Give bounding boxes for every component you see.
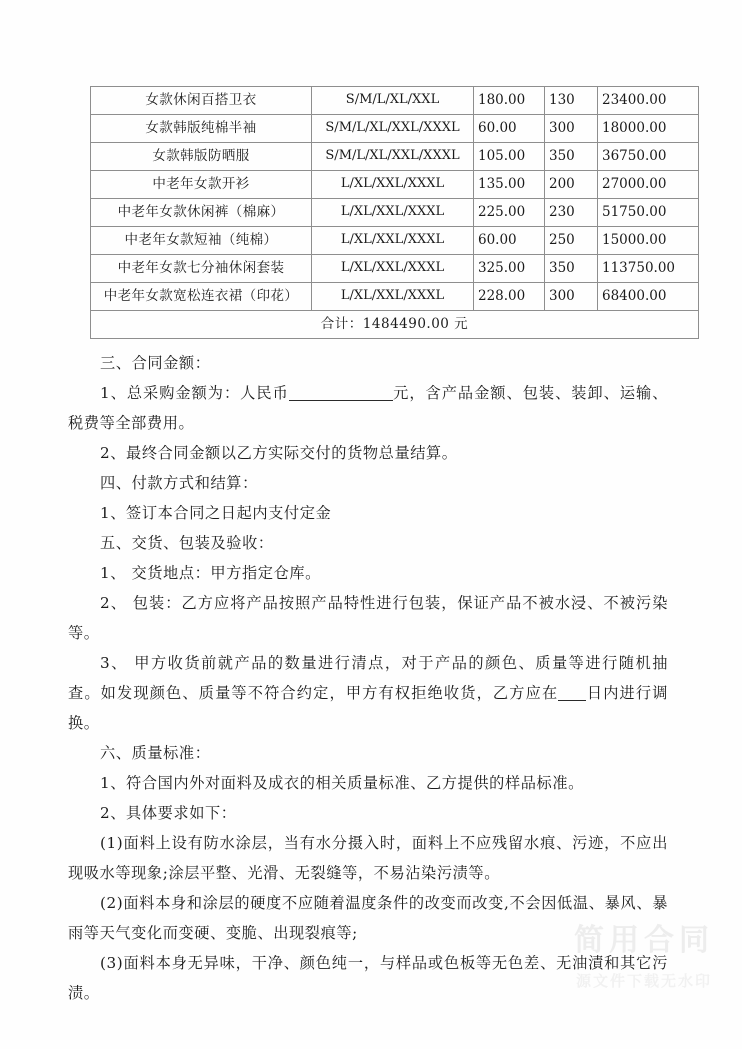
- section-5-item-2: 2、 包装：乙方应将产品按照产品特性进行包装，保证产品不被水浸、不被污染等。: [68, 594, 668, 642]
- table-row: [91, 143, 699, 171]
- cell-unit-price: 228.00: [474, 283, 545, 311]
- section-6-item-2: 2、具体要求如下：: [100, 804, 237, 822]
- cell-amount: 113750.00: [598, 255, 699, 283]
- cell-unit-price: 180.00: [474, 87, 545, 115]
- cell-quantity: 230: [545, 199, 598, 227]
- section-3-item-2: 2、最终合同金额以乙方实际交付的货物总量结算。: [100, 444, 458, 462]
- section-6-item-1: 1、符合国内外对面料及成衣的相关质量标准、乙方提供的样品标准。: [100, 774, 584, 792]
- section-3-heading: 三、合同金额：: [100, 354, 211, 372]
- table-row: [91, 171, 699, 199]
- table-row: [91, 227, 699, 255]
- section-5-item-3-before: 3、 甲方收货前就产品的数量进行清点，对于产品的颜色、质量等进行随机抽查。如发现颜色、质量等不符合约定，甲方有权拒绝收货，乙方应在: [68, 654, 668, 702]
- cell-product-name: 中老年女款七分袖休闲套装: [91, 255, 312, 283]
- cell-product-name: 中老年女款短袖（纯棉）: [91, 227, 312, 255]
- cell-quantity: 350: [545, 143, 598, 171]
- watermark-sub-text: 源文件下载无水印: [575, 972, 712, 990]
- section-5-heading: 五、交货、包装及验收：: [100, 534, 274, 552]
- cell-product-name: 中老年女款开衫: [91, 171, 312, 199]
- cell-amount: 27000.00: [598, 171, 699, 199]
- goods-table: [90, 86, 699, 339]
- cell-unit-price: 105.00: [474, 143, 545, 171]
- section-3-item-1-before: 1、总采购金额为：人民币: [100, 384, 289, 402]
- cell-product-name: 女款韩版防晒服: [91, 143, 312, 171]
- table-total-row: [91, 311, 699, 339]
- table-row: [91, 87, 699, 115]
- cell-size: L/XL/XXL/XXXL: [312, 255, 474, 283]
- cell-amount: 23400.00: [598, 87, 699, 115]
- cell-size: L/XL/XXL/XXXL: [312, 199, 474, 227]
- cell-amount: 36750.00: [598, 143, 699, 171]
- cell-quantity: 350: [545, 255, 598, 283]
- cell-quantity: 250: [545, 227, 598, 255]
- section-6-heading: 六、质量标准：: [100, 744, 211, 762]
- cell-size: S/M/L/XL/XXL: [312, 87, 474, 115]
- cell-unit-price: 225.00: [474, 199, 545, 227]
- section-5-item-1: 1、 交货地点：甲方指定仓库。: [100, 564, 321, 582]
- goods-table-container: [90, 86, 676, 339]
- cell-product-name: 女款休闲百搭卫衣: [91, 87, 312, 115]
- cell-amount: 51750.00: [598, 199, 699, 227]
- cell-amount: 15000.00: [598, 227, 699, 255]
- cell-size: S/M/L/XL/XXL/XXXL: [312, 143, 474, 171]
- table-row: [91, 283, 699, 311]
- cell-quantity: 130: [545, 87, 598, 115]
- cell-unit-price: 325.00: [474, 255, 545, 283]
- section-3-item-1-after: 元，含产品金额、包装、装卸、运输、税费等全部费用。: [68, 384, 668, 432]
- cell-unit-price: 60.00: [474, 115, 545, 143]
- section-5-item-3-after: 日内进行调换。: [68, 684, 669, 732]
- amount-blank-field[interactable]: [289, 400, 393, 401]
- cell-amount: 68400.00: [598, 283, 699, 311]
- cell-size: S/M/L/XL/XXL/XXXL: [312, 115, 474, 143]
- section-5-item-3: [68, 648, 668, 738]
- goods-table-body: [91, 87, 699, 339]
- cell-quantity: 200: [545, 171, 598, 199]
- contract-body: [68, 348, 668, 1008]
- watermark-main-text: 简用合同: [574, 922, 714, 958]
- cell-product-name: 中老年女款宽松连衣裙（印花）: [91, 283, 312, 311]
- days-blank-field[interactable]: [558, 700, 586, 701]
- cell-unit-price: 135.00: [474, 171, 545, 199]
- section-3-item-1: [68, 378, 668, 438]
- table-row: [91, 255, 699, 283]
- table-row: [91, 115, 699, 143]
- cell-quantity: 300: [545, 283, 598, 311]
- cell-size: L/XL/XXL/XXXL: [312, 283, 474, 311]
- section-6-sub-2: (2)面料本身和涂层的硬度不应随着温度条件的改变而改变,不会因低温、暴风、暴雨等天气变化而变硬、变脆、出现裂痕等;: [68, 894, 668, 942]
- section-4-heading: 四、付款方式和结算：: [100, 474, 258, 492]
- cell-product-name: 中老年女款休闲裤（棉麻）: [91, 199, 312, 227]
- cell-quantity: 300: [545, 115, 598, 143]
- section-4-item-1: 1、签订本合同之日起内支付定金: [100, 504, 332, 522]
- cell-size: L/XL/XXL/XXXL: [312, 227, 474, 255]
- cell-amount: 18000.00: [598, 115, 699, 143]
- cell-unit-price: 60.00: [474, 227, 545, 255]
- cell-size: L/XL/XXL/XXXL: [312, 171, 474, 199]
- table-row: [91, 199, 699, 227]
- section-6-sub-1: (1)面料上设有防水涂层，当有水分摄入时，面料上不应残留水痕、污迹，不应出现吸水等现象;涂层平整、光滑、无裂缝等，不易沾染污渍等。: [68, 834, 668, 882]
- cell-product-name: 女款韩版纯棉半袖: [91, 115, 312, 143]
- cell-total-amount: 合计：1484490.00 元: [91, 311, 699, 339]
- section-6-sub-3: (3)面料本身无异味，干净、颜色纯一，与样品或色板等无色差、无油漬和其它污渍。: [68, 954, 668, 1002]
